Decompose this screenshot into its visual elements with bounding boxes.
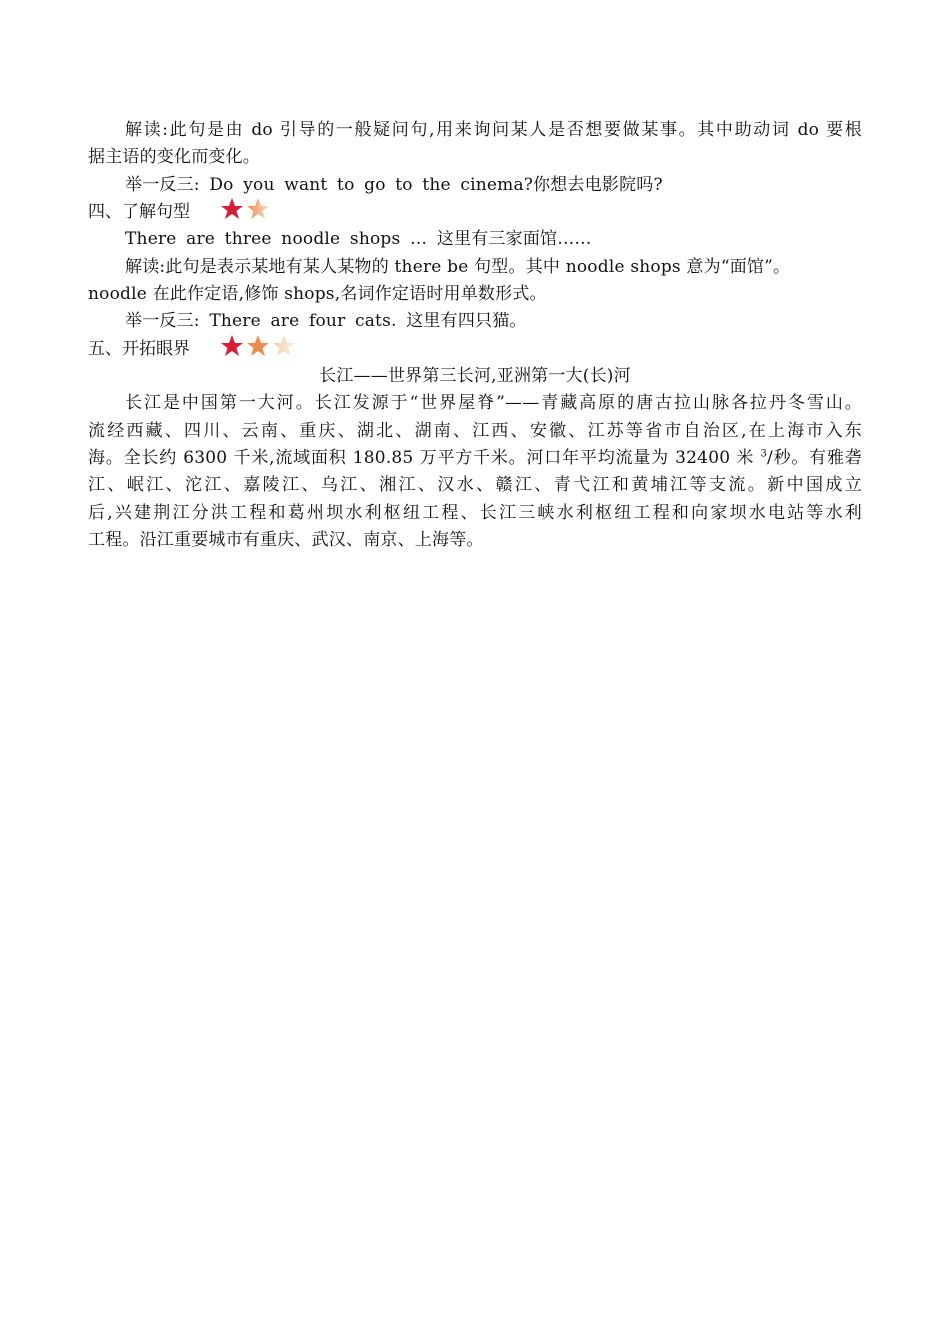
para-line5: 后,兴建荆江分洪工程和葛州坝水利枢纽工程、长江三峡水利枢纽工程和向家坝水电站等水利 (88, 503, 862, 523)
star-icon (272, 334, 296, 358)
section4-explain-line1: 解读:此句是表示某地有某人某物的 there be 句型。其中 noodle shops 意为“面馆”。 (125, 257, 791, 277)
explain-do-line1: 解读:此句是由 do 引导的一般疑问句,用来询问某人是否想要做某事。其中助动词 do 要根 (125, 120, 862, 140)
section5-rating (220, 334, 296, 358)
para-line1: 长江是中国第一大河。长江发源于“世界屋脊”——青藏高原的唐古拉山脉各拉丹冬雪山。 (125, 393, 862, 413)
section4-sentence: There are three noodle shops … 这里有三家面馆…… (125, 229, 592, 249)
para-line6: 工程。沿江重要城市有重庆、武汉、南京、上海等。 (88, 530, 484, 550)
para-line3-tail: /秒。有雅砻 (767, 448, 862, 468)
star-icon (220, 197, 244, 221)
example-cinema: 举一反三: Do you want to go to the cinema?你想去电影院吗? (125, 175, 663, 195)
para-line3 (88, 445, 862, 472)
para-line3-text: 海。全长约 6300 千米,流域面积 180.85 万平方千米。河口年平均流量为 32400 米 (88, 448, 755, 468)
star-icon (246, 334, 270, 358)
section4-explain-line2: noodle 在此作定语,修饰 shops,名词作定语时用单数形式。 (88, 284, 547, 304)
star-icon (220, 334, 244, 358)
section5-heading: 五、开拓眼界 (88, 339, 190, 359)
explain-do-line2: 据主语的变化而变化。 (88, 147, 260, 167)
section4-example: 举一反三: There are four cats. 这里有四只猫。 (125, 311, 527, 331)
star-icon (246, 197, 270, 221)
para-line2: 流经西藏、四川、云南、重庆、湖北、湖南、江西、安徽、江苏等省市自治区,在上海市入东 (88, 421, 862, 441)
section5-title: 长江——世界第三长河,亚洲第一大(长)河 (319, 366, 631, 386)
section4-heading: 四、了解句型 (88, 202, 190, 222)
section4-rating (220, 197, 270, 221)
para-line4: 江、岷江、沱江、嘉陵江、乌江、湘江、汉水、赣江、青弋江和黄埔江等支流。新中国成立 (88, 475, 862, 495)
para-line3-sup: 3 (760, 448, 768, 460)
